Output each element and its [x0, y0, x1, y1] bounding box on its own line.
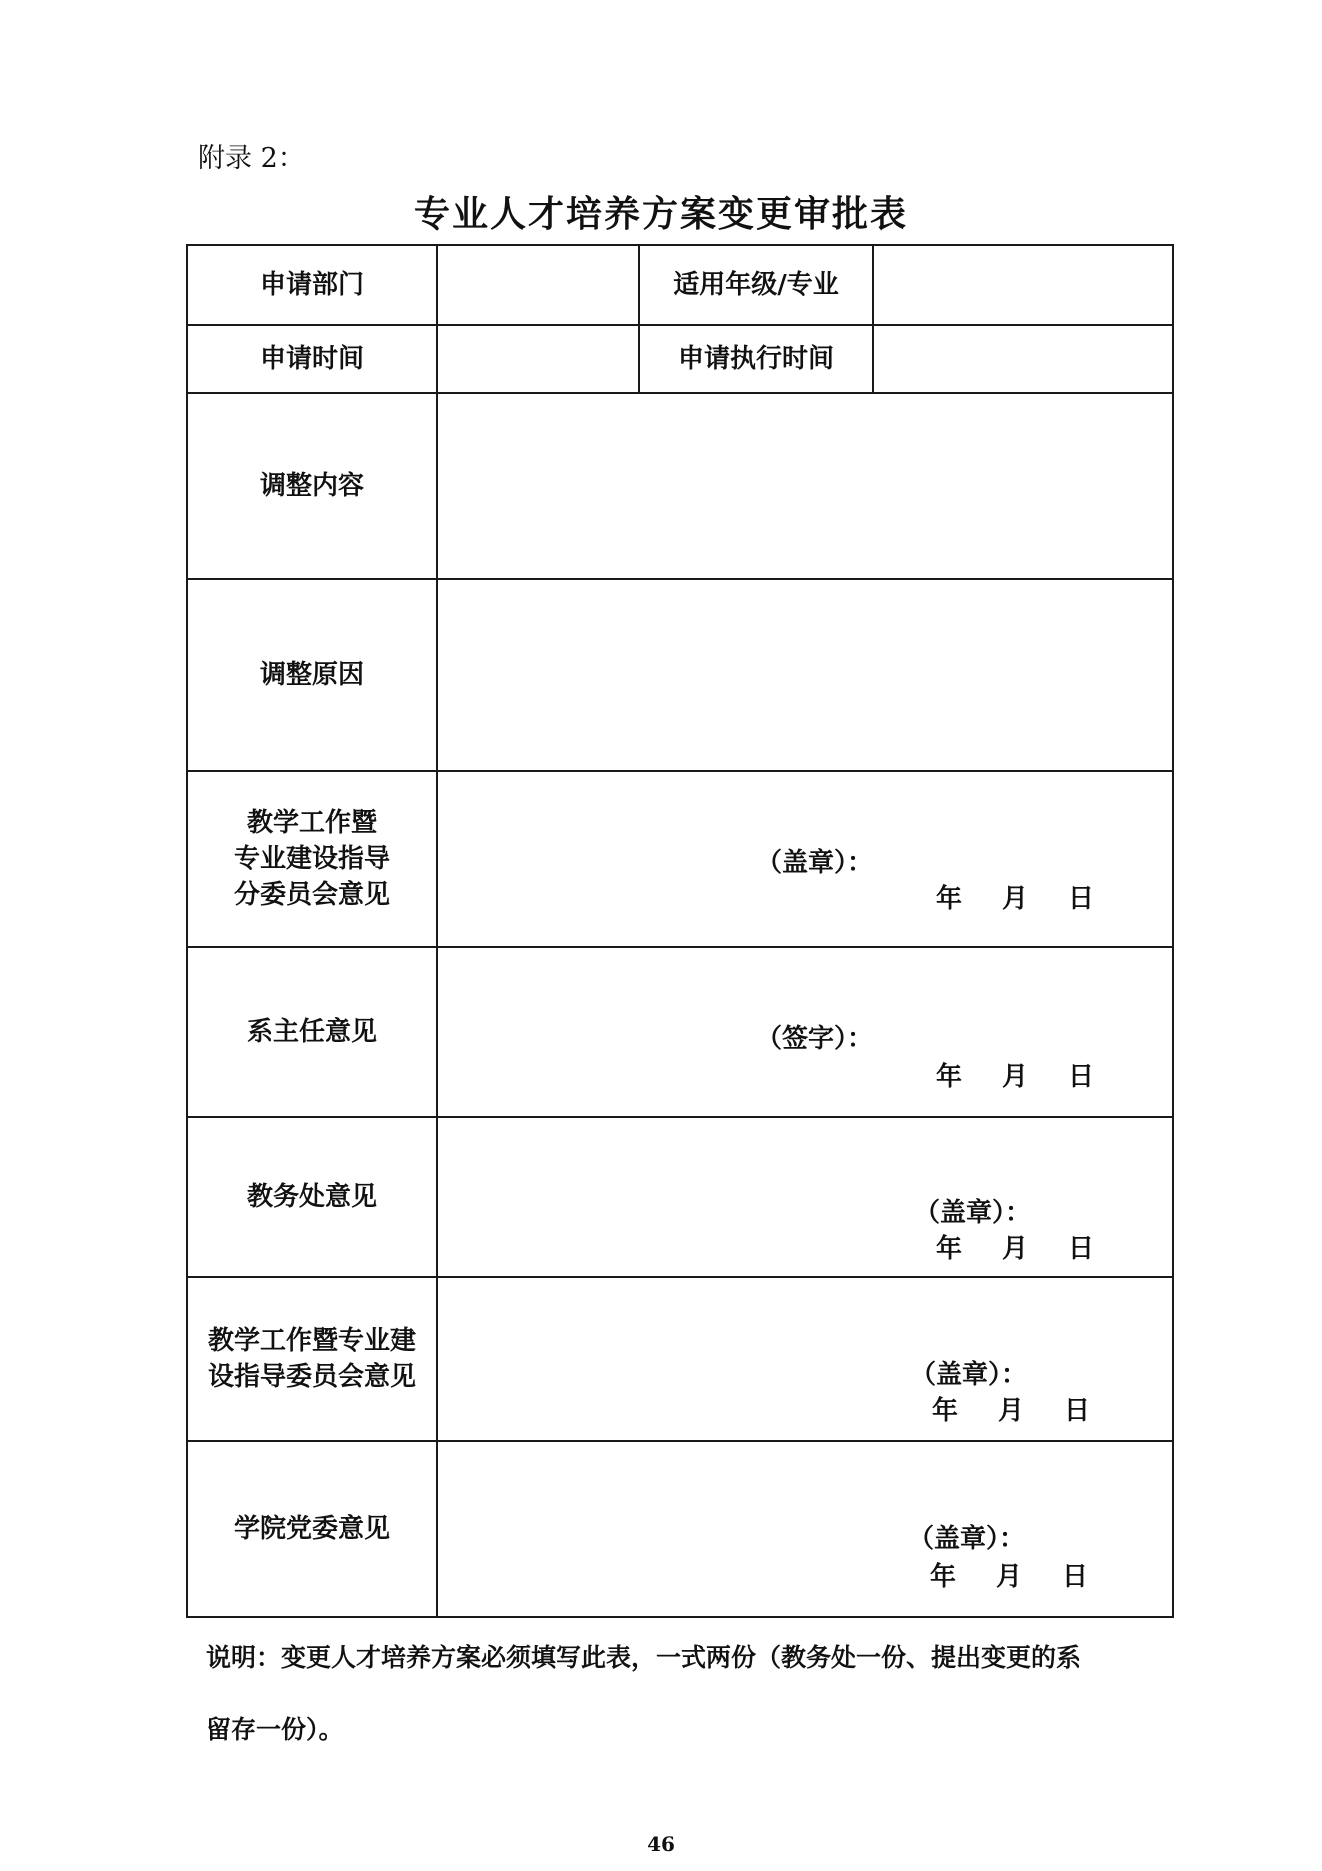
note-line-1: 说明：变更人才培养方案必须填写此表，一式两份（教务处一份、提出变更的系	[206, 1643, 1082, 1672]
row-opinion-party-committee	[187, 1441, 1173, 1617]
exec-time-label: 申请执行时间	[639, 325, 873, 393]
grade-major-label: 适用年级/专业	[639, 245, 873, 325]
opinion-label-line: 教学工作暨专业建	[207, 1326, 416, 1356]
date-line	[930, 1556, 1088, 1593]
row-opinion-sub-committee	[187, 771, 1173, 947]
year-label: 年	[932, 1396, 959, 1426]
opinion-label-line: 系主任意见	[246, 1016, 377, 1047]
month-label: 月	[1002, 884, 1029, 914]
date-line	[936, 1056, 1094, 1093]
note-line-2: 留存一份）。	[206, 1715, 344, 1744]
opinion-sign-cell[interactable]	[437, 771, 1173, 947]
dept-value-cell[interactable]	[437, 245, 639, 325]
apply-time-label: 申请时间	[187, 325, 437, 393]
opinion-sign-cell[interactable]	[437, 1117, 1173, 1277]
approval-form-table	[186, 244, 1174, 1618]
row-opinion-department-head	[187, 947, 1173, 1117]
reason-label: 调整原因	[187, 579, 437, 771]
year-label: 年	[936, 1234, 963, 1264]
reason-value-cell[interactable]	[437, 579, 1173, 771]
opinion-label-line: 教务处意见	[246, 1181, 377, 1212]
day-label: 日	[1068, 1062, 1095, 1092]
signature-text: （签字）：	[756, 1024, 874, 1054]
opinion-label	[187, 771, 437, 947]
date-line	[936, 1228, 1094, 1265]
row-department	[187, 245, 1173, 325]
opinion-label-line: 专业建设指导	[233, 844, 390, 874]
day-label: 日	[1062, 1562, 1089, 1592]
appendix-label: 附录 2：	[198, 143, 305, 174]
row-apply-time	[187, 325, 1173, 393]
exec-time-value-cell[interactable]	[873, 325, 1173, 393]
row-content	[187, 393, 1173, 579]
stamp-text: （盖章）：	[914, 1198, 1032, 1228]
opinion-label	[187, 947, 437, 1117]
opinion-label	[187, 1277, 437, 1441]
stamp-text: （盖章）：	[908, 1524, 1026, 1554]
row-opinion-academic-affairs	[187, 1117, 1173, 1277]
date-line	[936, 878, 1094, 915]
opinion-label-line: 教学工作暨	[246, 808, 377, 838]
opinion-label-line: 分委员会意见	[233, 880, 390, 910]
month-label: 月	[1002, 1062, 1029, 1092]
apply-time-value-cell[interactable]	[437, 325, 639, 393]
opinion-label-line: 学院党委意见	[233, 1513, 390, 1544]
content-value-cell[interactable]	[437, 393, 1173, 579]
content-label: 调整内容	[187, 393, 437, 579]
day-label: 日	[1068, 884, 1095, 914]
row-opinion-teaching-committee	[187, 1277, 1173, 1441]
opinion-label-line: 设指导委员会意见	[207, 1362, 416, 1392]
year-label: 年	[936, 884, 963, 914]
opinion-label	[187, 1441, 437, 1617]
page-number: 46	[647, 1832, 675, 1856]
row-reason	[187, 579, 1173, 771]
dept-label: 申请部门	[187, 245, 437, 325]
date-line	[932, 1390, 1090, 1427]
day-label: 日	[1068, 1234, 1095, 1264]
year-label: 年	[930, 1562, 957, 1592]
opinion-sign-cell[interactable]	[437, 1277, 1173, 1441]
form-title: 专业人才培养方案变更审批表	[413, 194, 908, 235]
stamp-text: （盖章）：	[756, 848, 874, 878]
stamp-text: （盖章）：	[910, 1360, 1028, 1390]
day-label: 日	[1064, 1396, 1091, 1426]
opinion-sign-cell[interactable]	[437, 947, 1173, 1117]
month-label: 月	[1002, 1234, 1029, 1264]
year-label: 年	[936, 1062, 963, 1092]
grade-major-value-cell[interactable]	[873, 245, 1173, 325]
month-label: 月	[996, 1562, 1023, 1592]
month-label: 月	[998, 1396, 1025, 1426]
opinion-sign-cell[interactable]	[437, 1441, 1173, 1617]
opinion-label	[187, 1117, 437, 1277]
